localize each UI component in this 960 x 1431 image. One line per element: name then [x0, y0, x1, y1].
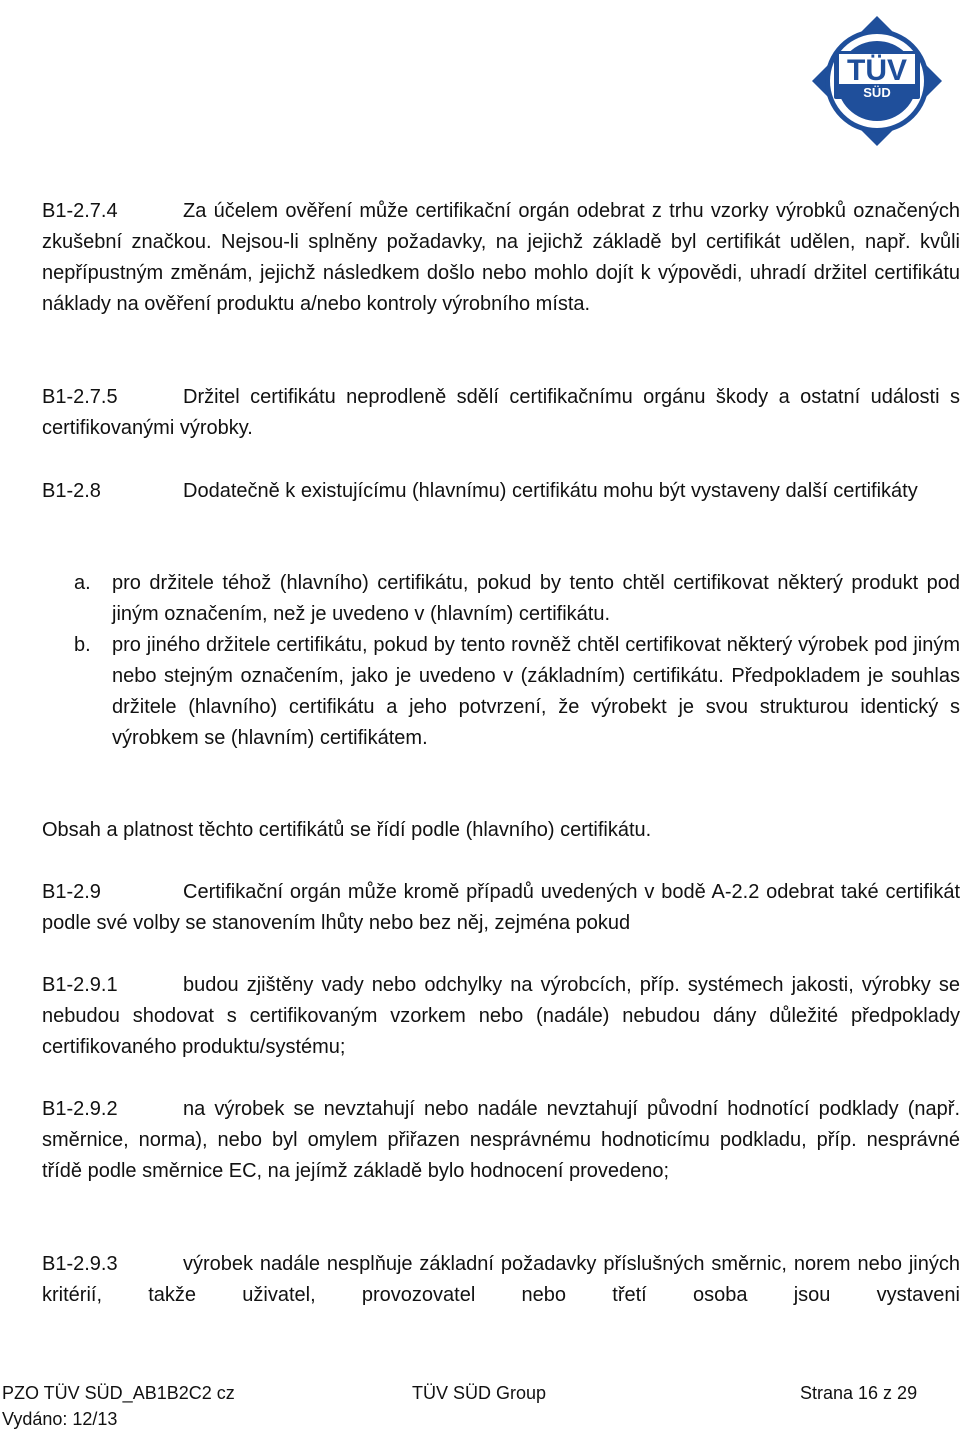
section-number: B1-2.9.1 — [42, 974, 118, 996]
footer-group: TÜV SÜD Group — [412, 1383, 547, 1403]
section-number: B1-2.7.4 — [42, 200, 118, 222]
footer-issued: Vydáno: 12/13 — [2, 1409, 118, 1429]
list-item — [74, 568, 960, 630]
section-text: Dodatečně k existujícímu (hlavnímu) certifikátu mohu být vystaveny další certifikáty — [183, 480, 918, 502]
section-text: na výrobek se nevztahují nebo nadále nevztahují původní hodnotící podklady (např. směrnice, norma), nebo byl omylem přiřazen nesprávnému hodnoticímu podkladu, příp. nesprávné třídě podle směrnice EC, na jejímž základě bylo hodnocení provedeno; — [42, 1098, 960, 1182]
section-text: Držitel certifikátu neprodleně sdělí certifikačnímu orgánu škody a ostatní události s certifikovanými výrobky. — [42, 386, 960, 439]
section-b1-2-9-2 — [42, 1094, 960, 1187]
logo-text-tuv: TÜV — [847, 54, 907, 87]
section-number: B1-2.9.3 — [42, 1253, 118, 1275]
section-b1-2-7-5 — [42, 382, 960, 444]
section-number: B1-2.9 — [42, 881, 101, 903]
section-number: B1-2.8 — [42, 480, 101, 502]
section-b1-2-9-3 — [42, 1249, 960, 1311]
section-text: Za účelem ověření může certifikační orgán odebrat z trhu vzorky výrobků označených zkušební značkou. Nejsou-li splněny požadavky, na jejichž základě byl certifikát udělen, např. kvůli nepřípustným změnám, jejichž následkem došlo nebo mohlo dojít k výpovědi, uhradí držitel certifikátu náklady na ověření produktu a/nebo kontroly výrobního místa. — [42, 200, 960, 315]
tuv-sud-logo — [810, 14, 944, 148]
section-text: budou zjištěny vady nebo odchylky na výrobcích, příp. systémech jakosti, výrobky se nebudou shodovat s certifikovaným vzorkem nebo (nadále) nebudou dány důležité předpoklady certifikovaného produktu/systému; — [42, 974, 960, 1058]
footer-page-number: Strana 16 z 29 — [800, 1383, 918, 1403]
list-item-text: pro držitele téhož (hlavního) certifikátu, pokud by tento chtěl certifikovat některý produkt pod jiným označením, než je uvedeno v (hlavním) certifikátu. — [112, 572, 960, 625]
section-text: Certifikační orgán může kromě případů uvedených v bodě A-2.2 odebrat také certifikát podle své volby se stanovením lhůty nebo bez něj, zejména pokud — [42, 881, 960, 934]
logo-text-sud: SÜD — [863, 85, 891, 100]
validity-note: Obsah a platnost těchto certifikátů se řídí podle (hlavního) certifikátu. — [42, 819, 652, 841]
section-b1-2-7-4 — [42, 196, 960, 320]
section-number: B1-2.7.5 — [42, 386, 118, 408]
certificate-list — [74, 568, 960, 754]
section-b1-2-8 — [42, 476, 960, 507]
list-item-text: pro jiného držitele certifikátu, pokud by tento rovněž chtěl certifikovat některý výrobek pod jiným nebo stejným označením, jako je uvedeno v (základním) certifikátu. Předpokladem je souhlas držitele (hlavního) certifikátu a jeho potvrzení, že výrobekt je svou strukturou identický s výrobkem se (hlavním) certifikátem. — [112, 634, 960, 749]
footer-doc-id: PZO TÜV SÜD_AB1B2C2 cz — [2, 1383, 235, 1403]
list-item — [74, 630, 960, 754]
list-marker: a. — [74, 572, 91, 594]
section-number: B1-2.9.2 — [42, 1098, 118, 1120]
list-marker: b. — [74, 634, 91, 656]
section-text: výrobek nadále nesplňuje základní požadavky příslušných směrnic, norem nebo jiných kritérií, takže uživatel, provozovatel nebo třetí osoba jsou vystaveni — [42, 1253, 960, 1306]
section-b1-2-9 — [42, 877, 960, 939]
section-b1-2-9-1 — [42, 970, 960, 1063]
